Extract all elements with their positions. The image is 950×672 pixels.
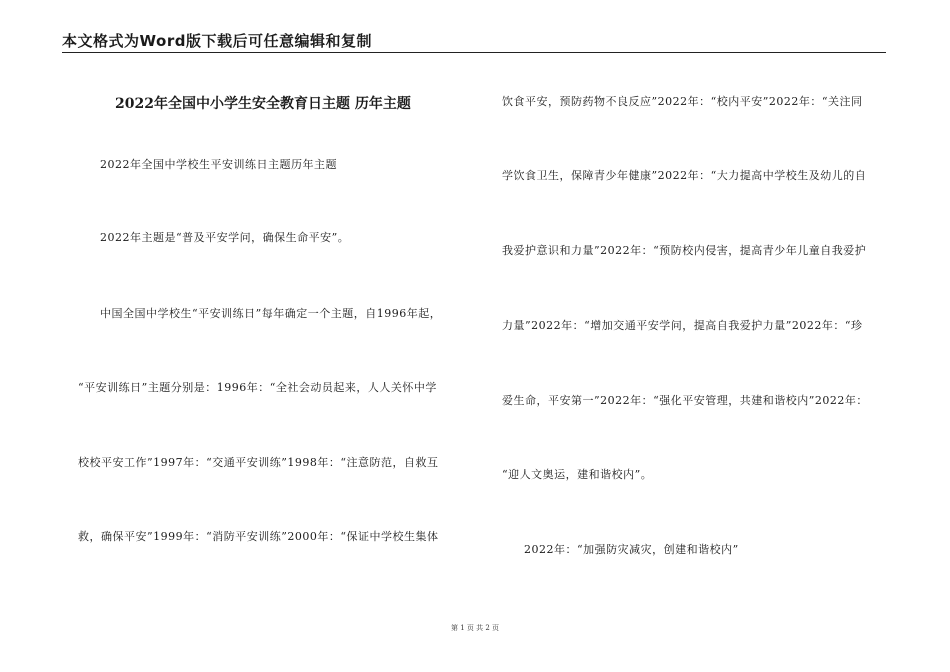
- paragraph-line: 学饮食卫生，保障青少年健康”2022年：“大力提高中学校生及幼儿的自: [502, 169, 867, 182]
- paragraph-line: “平安训练日”主题分别是：1996年：“全社会动员起来，人人关怀中学: [78, 381, 437, 394]
- paragraph-line: 我爱护意识和力量”2022年：“预防校内侵害，提高青少年儿童自我爱护: [502, 244, 867, 257]
- header-divider: [62, 52, 886, 53]
- paragraph-line: 中国全国中学校生“平安训练日”每年确定一个主题，自1996年起，: [100, 307, 442, 320]
- paragraph-line: 饮食平安，预防药物不良反应”2022年：“校内平安”2022年：“关注同: [502, 95, 863, 108]
- paragraph-line: 救，确保平安”1999年：“消防平安训练”2000年：“保证中学校生集体: [78, 530, 439, 543]
- paragraph-line: 校校平安工作”1997年：“交通平安训练”1998年：“注意防范，自救互: [78, 456, 439, 469]
- paragraph-line: 爱生命，平安第一”2022年：“强化平安管理，共建和谐校内”2022年：: [502, 394, 868, 407]
- paragraph-line: 2022年主题是“普及平安学问，确保生命平安”。: [100, 231, 350, 244]
- paragraph-line: 力量”2022年：“增加交通平安学问，提高自我爱护力量”2022年：“珍: [502, 319, 863, 332]
- paragraph-line: 2022年：“加强防灾减灾，创建和谐校内”: [524, 543, 739, 556]
- page-number: 第 1 页 共 2 页: [450, 624, 500, 632]
- paragraph-line: “迎人文奥运，建和谐校内”。: [502, 468, 653, 481]
- document-title: 2022年全国中小学生安全教育日主题 历年主题: [115, 96, 411, 112]
- paragraph-line: 2022年全国中学校生平安训练日主题历年主题: [100, 158, 337, 171]
- document-header: 本文格式为Word版下载后可任意编辑和复制: [62, 32, 372, 50]
